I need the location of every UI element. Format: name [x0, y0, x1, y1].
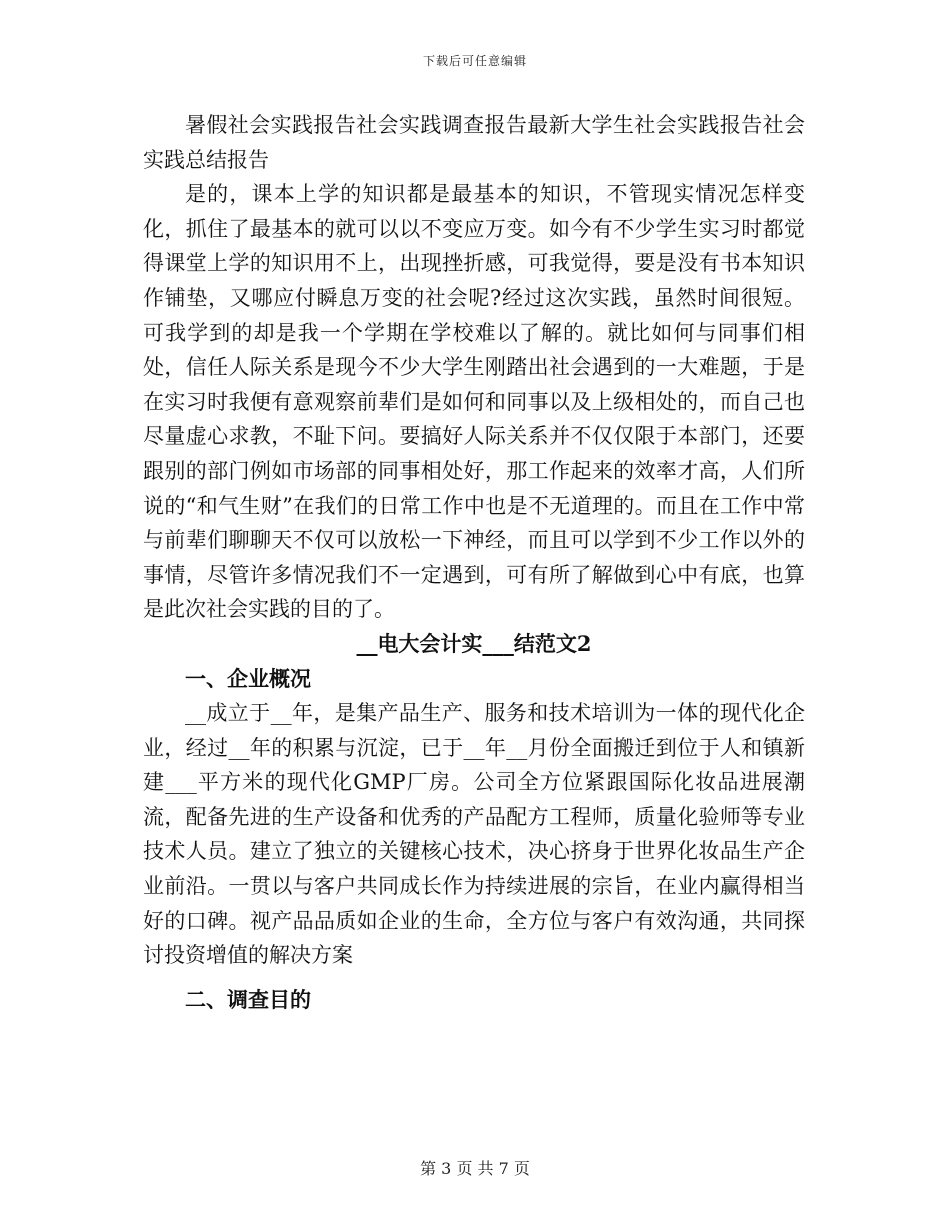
section-title: __电大会计实___结范文2 — [356, 630, 592, 656]
company-overview-paragraph: __成立于__年，是集产品生产、服务和技术培训为一体的现代化企业，经过__年的积累与沉淀，已于__年__月份全面搬迁到位于人和镇新建___平方米的现代化GMP厂房。公司全方位紧跟国际化妆品进展潮流，配备先进的生产设备和优秀的产品配方工程师，质量化验师等专业技术人员。建立了独立的关键核心技术，决心挤身于世界化妆品生产企业前沿。一贯以与客户共同成长作为持续进展的宗旨，在业内赢得相当好的口碑。视产品品质如企业的生命，全方位与客户有效沟通，共同探讨投资增值的解决方案 — [143, 701, 805, 968]
body-paragraph: 是的，课本上学的知识都是最基本的知识，不管现实情况怎样变化，抓住了最基本的就可以以不变应万变。如今有不少学生实习时都觉得课堂上学的知识用不上，出现挫折感，可我觉得，要是没有书本知识作铺垫，又哪应付瞬息万变的社会呢?经过这次实践，虽然时间很短。可我学到的却是我一个学期在学校难以了解的。就比如何与同事们相处，信任人际关系是现今不少大学生刚踏出社会遇到的一大难题，于是在实习时我便有意观察前辈们是如何和同事以及上级相处的，而自己也尽量虚心求教，不耻下问。要搞好人际关系并不仅仅限于本部门，还要跟别的部门例如市场部的同事相处好，那工作起来的效率才高，人们所说的“和气生财”在我们的日常工作中也是不无道理的。而且在工作中常与前辈们聊聊天不仅可以放松一下神经，而且可以学到不少工作以外的事情，尽管许多情况我们不一定遇到，可有所了解做到心中有底，也算是此次社会实践的目的了。 — [143, 182, 805, 622]
heading-company-overview: 一、企业概况 — [185, 665, 311, 691]
heading-survey-purpose: 二、调查目的 — [185, 986, 311, 1012]
report-title-paragraph: 暑假社会实践报告社会实践调查报告最新大学生社会实践报告社会实践总结报告 — [143, 113, 805, 172]
page-header-note: 下载后可任意编辑 — [422, 54, 527, 68]
page-number-footer: 第 3 页 共 7 页 — [420, 1159, 530, 1178]
document-body — [143, 108, 805, 1017]
